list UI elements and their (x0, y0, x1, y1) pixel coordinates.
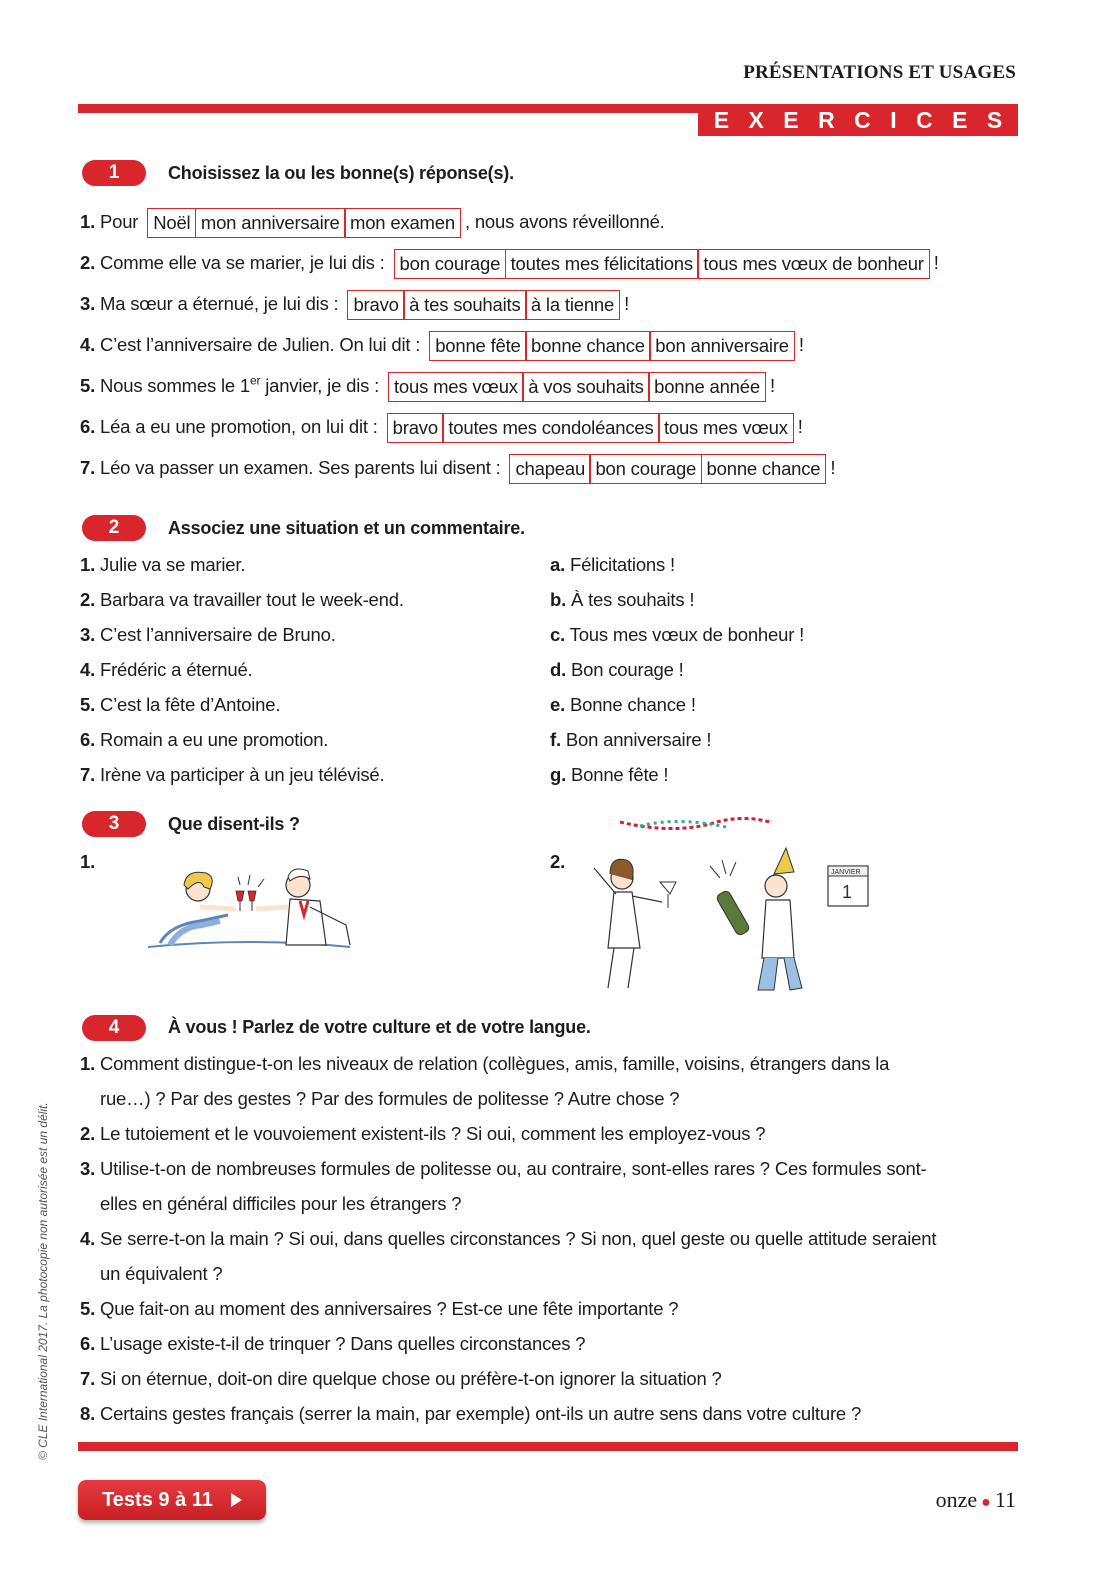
situation-text: Irène va participer à un jeu télévisé. (99, 764, 385, 785)
footer-rule (78, 1442, 1018, 1451)
picture-number: 2. (550, 851, 566, 872)
answer-option[interactable]: mon examen (344, 208, 461, 238)
comment-item (550, 659, 684, 681)
situation-item (80, 589, 404, 611)
mcq-item (80, 331, 804, 361)
play-arrow-icon (231, 1493, 242, 1507)
exercise-instruction: Choisissez la ou les bonne(s) réponse(s). (168, 163, 514, 183)
picture-number: 1. (80, 851, 96, 872)
comment-text: Bonne chance ! (569, 694, 696, 715)
banner-letter: I (890, 106, 897, 133)
comment-text: Tous mes vœux de bonheur ! (569, 624, 805, 645)
question-text-cont: un équivalent ? (100, 1263, 223, 1284)
comment-text: À tes souhaits ! (571, 589, 695, 610)
exercise-number-badge: 2 (82, 515, 146, 541)
comment-item (550, 694, 696, 716)
item-number: 4. (80, 1228, 96, 1249)
item-number: 4. (80, 333, 96, 355)
banner-letter: C (854, 106, 871, 133)
discussion-question (80, 1326, 1010, 1361)
banner-letter: C (916, 106, 933, 133)
answer-option[interactable]: bonne chance (701, 454, 827, 484)
comment-item (550, 589, 694, 611)
discussion-question (80, 1396, 1010, 1431)
section-title: PRÉSENTATIONS ET USAGES (743, 62, 1016, 83)
page-number (936, 1487, 1016, 1513)
answer-option[interactable]: bravo (347, 290, 404, 320)
question-text: Que fait-on au moment des anniversaires ? Est-ce une fête importante ? (100, 1298, 679, 1319)
discussion-question (80, 1291, 1010, 1326)
answer-option[interactable]: bon courage (394, 249, 507, 279)
answer-option[interactable]: bonne chance (525, 331, 651, 361)
answer-option[interactable]: bon courage (589, 454, 702, 484)
item-number: 4. (80, 659, 96, 680)
situation-text: Barbara va travailler tout le week-end. (99, 589, 404, 610)
option-group (509, 454, 826, 484)
item-text-end: ! (769, 374, 775, 396)
bullet-dot-icon: ● (981, 1494, 991, 1511)
banner-letter: E (713, 106, 730, 133)
question-text: Certains gestes français (serrer la main, par exemple) ont-ils un autre sens dans votre culture ? (100, 1403, 862, 1424)
comment-item (550, 624, 804, 646)
answer-option[interactable]: bravo (387, 413, 444, 443)
item-number: 3. (80, 624, 96, 645)
discussion-question (80, 1046, 1010, 1116)
answer-option[interactable]: mon anniversaire (195, 208, 346, 238)
question-text: Se serre-t-on la main ? Si oui, dans quelles circonstances ? Si non, quel geste ou quelle attitude seraient (100, 1228, 937, 1249)
item-number: 6. (80, 1333, 96, 1354)
ordinal-suffix: er (249, 373, 261, 388)
tests-label: Tests 9 à 11 (102, 1488, 213, 1511)
item-letter: c. (550, 624, 566, 645)
banner-letter: R (818, 106, 835, 133)
page-num: 11 (994, 1487, 1016, 1512)
situation-text: Julie va se marier. (99, 554, 246, 575)
mcq-item (80, 249, 939, 279)
mcq-item (80, 454, 835, 484)
mcq-item (80, 290, 629, 320)
exercices-banner (698, 104, 1018, 136)
option-group (429, 331, 795, 361)
question-text-cont: rue…) ? Par des gestes ? Par des formules de politesse ? Autre chose ? (100, 1088, 680, 1109)
item-text: Nous sommes le 1 (99, 374, 250, 396)
item-text: Léa a eu une promotion, on lui dit : (99, 415, 378, 437)
answer-option[interactable]: bonne fête (429, 331, 526, 361)
answer-option[interactable]: tous mes vœux (388, 372, 524, 402)
item-text-end: ! (798, 333, 804, 355)
item-number: 5. (80, 1298, 96, 1319)
situation-item (80, 659, 253, 681)
exercise-instruction: À vous ! Parlez de votre culture et de votre langue. (168, 1017, 591, 1037)
option-group (147, 208, 461, 238)
banner-letter: S (986, 106, 1003, 133)
item-number: 7. (80, 1368, 96, 1389)
item-letter: a. (550, 554, 566, 575)
answer-option[interactable]: toutes mes condoléances (442, 413, 659, 443)
situation-text: Frédéric a éternué. (99, 659, 253, 680)
item-number: 7. (80, 764, 96, 785)
situation-text: C’est l’anniversaire de Bruno. (99, 624, 336, 645)
item-text: Comme elle va se marier, je lui dis : (99, 251, 385, 273)
mcq-item (80, 208, 665, 238)
banner-letter: E (952, 106, 968, 133)
item-text-end: ! (933, 251, 939, 273)
tests-button[interactable] (78, 1480, 266, 1520)
comment-item (550, 729, 711, 751)
item-number: 3. (80, 292, 96, 314)
question-text-cont: elles en général difficiles pour les étrangers ? (100, 1193, 462, 1214)
item-number: 1. (80, 210, 96, 232)
toast-illustration (140, 855, 360, 955)
question-text: Si on éternue, doit-on dire quelque chose ou préfère-t-on ignorer la situation ? (100, 1368, 722, 1389)
answer-option[interactable]: à tes souhaits (403, 290, 526, 320)
comment-text: Félicitations ! (569, 554, 675, 575)
item-letter: e. (550, 694, 566, 715)
option-group (388, 372, 766, 402)
comment-text: Bon courage ! (571, 659, 684, 680)
answer-option[interactable]: tous mes vœux (658, 413, 794, 443)
item-number: 1. (80, 554, 96, 575)
answer-option[interactable]: bonne année (648, 372, 766, 402)
answer-option[interactable]: tous mes vœux de bonheur (697, 249, 929, 279)
situation-item (80, 624, 336, 646)
comment-text: Bon anniversaire ! (565, 729, 712, 750)
answer-option[interactable]: chapeau (509, 454, 591, 484)
situation-item (80, 729, 328, 751)
question-text: Comment distingue-t-on les niveaux de relation (collègues, amis, famille, voisins, étrangers dans la (100, 1053, 890, 1074)
option-group (394, 249, 930, 279)
exercise-instruction: Que disent-ils ? (168, 814, 300, 834)
header-rule (78, 104, 700, 113)
item-number: 8. (80, 1403, 96, 1424)
discussion-question (80, 1221, 1010, 1291)
situation-text: Romain a eu une promotion. (99, 729, 329, 750)
item-text-end: ! (624, 292, 630, 314)
item-number: 6. (80, 415, 96, 437)
item-number: 2. (80, 589, 96, 610)
item-number: 5. (80, 374, 96, 396)
answer-option[interactable]: bon anniversaire (649, 331, 795, 361)
question-text: Utilise-t-on de nombreuses formules de politesse ou, au contraire, sont-elles rares ? Ces formules sont- (100, 1158, 927, 1179)
discussion-question (80, 1116, 1010, 1151)
item-letter: b. (550, 589, 567, 610)
item-letter: d. (550, 659, 567, 680)
answer-option[interactable]: à vos souhaits (522, 372, 649, 402)
comment-item (550, 554, 675, 576)
item-number: 6. (80, 729, 96, 750)
exercise-number-badge: 1 (82, 160, 146, 186)
situation-item (80, 554, 245, 576)
answer-option[interactable]: toutes mes félicitations (505, 249, 699, 279)
item-number: 7. (80, 456, 96, 478)
item-text-end: ! (830, 456, 836, 478)
situation-text: C’est la fête d’Antoine. (99, 694, 281, 715)
question-text: Le tutoiement et le vouvoiement existent-ils ? Si oui, comment les employez-vous ? (100, 1123, 766, 1144)
item-number: 1. (80, 1053, 96, 1074)
item-text: Pour (99, 210, 139, 232)
answer-option[interactable]: à la tienne (525, 290, 620, 320)
situation-item (80, 764, 384, 786)
exercise-number-badge: 3 (82, 811, 146, 837)
comment-item (550, 764, 668, 786)
item-letter: f. (550, 729, 561, 750)
mcq-item (80, 372, 775, 402)
item-text: Léo va passer un examen. Ses parents lui disent : (99, 456, 501, 478)
item-text-tail: janvier, je dis : (260, 374, 380, 396)
item-letter: g. (550, 764, 567, 785)
question-text: L’usage existe-t-il de trinquer ? Dans quelles circonstances ? (100, 1333, 586, 1354)
item-text: C’est l’anniversaire de Julien. On lui dit : (99, 333, 421, 355)
item-number: 2. (80, 1123, 96, 1144)
situation-item (80, 694, 280, 716)
item-text: Ma sœur a éternué, je lui dis : (99, 292, 339, 314)
mcq-item (80, 413, 803, 443)
discussion-question (80, 1151, 1010, 1221)
option-group (387, 413, 794, 443)
svg-text:1: 1 (842, 882, 853, 902)
new-year-illustration (580, 808, 880, 998)
item-number: 3. (80, 1158, 96, 1179)
discussion-question (80, 1361, 1010, 1396)
option-group (347, 290, 620, 320)
page-word: onze (935, 1487, 978, 1512)
item-text-end: ! (797, 415, 803, 437)
exercise-number-badge: 4 (82, 1015, 146, 1041)
banner-letter: X (748, 106, 764, 133)
item-number: 5. (80, 694, 96, 715)
exercise-instruction: Associez une situation et un commentaire. (168, 518, 525, 538)
calendar-month: JANVIER (831, 869, 861, 876)
item-text-end: , nous avons réveillonné. (464, 210, 665, 232)
banner-letter: E (783, 106, 799, 133)
answer-option[interactable]: Noël (147, 208, 196, 238)
copyright-notice: © CLE International 2017. La photocopie non autorisée est un délit. (36, 1102, 50, 1460)
item-number: 2. (80, 251, 96, 273)
comment-text: Bonne fête ! (571, 764, 669, 785)
